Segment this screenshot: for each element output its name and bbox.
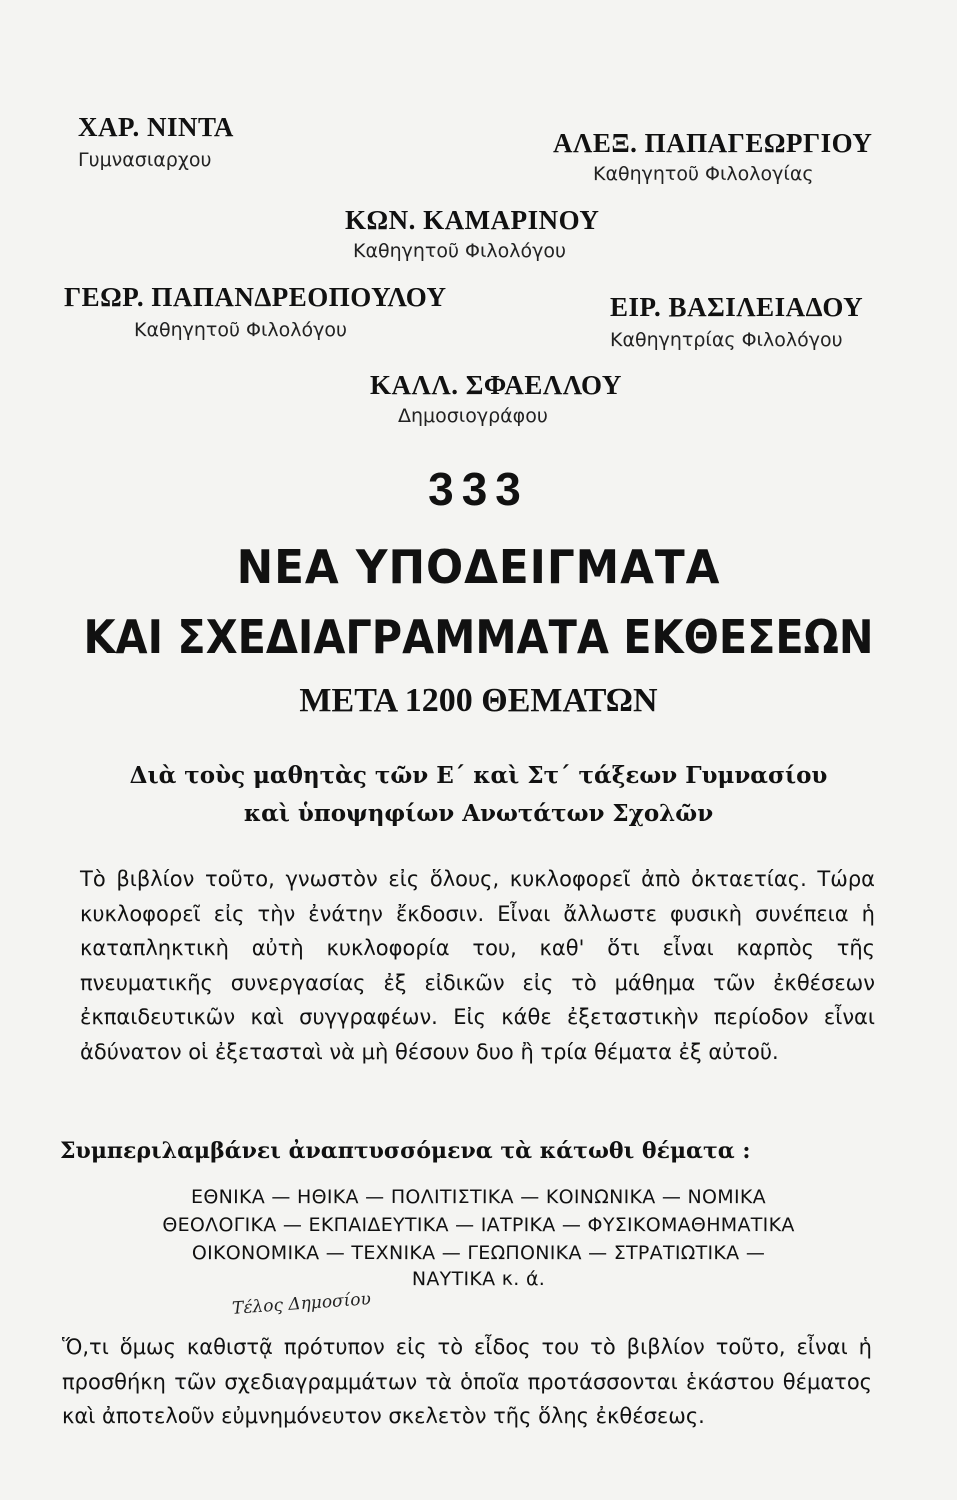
author-vasileiadou — [610, 292, 863, 351]
author-name: ΧΑΡ. ΝΙΝΤΑ — [78, 112, 234, 142]
title-line-1: ΝΕΑ ΥΠΟΔΕΙΓΜΑΤΑ — [236, 540, 721, 594]
title-line-2: ΚΑΙ ΣΧΕΔΙΑΓΡΑΜΜΑΤΑ ΕΚΘΕΣΕΩΝ — [83, 610, 874, 664]
audience-line-1: Διὰ τοὺς μαθητὰς τῶν Ε΄ καὶ Στ΄ τάξεων Γυμνασίου — [129, 762, 828, 789]
author-sfaellou — [370, 370, 622, 427]
author-role: Καθηγητοῦ Φιλολόγου — [353, 240, 567, 262]
audience-line-2: καὶ ὑποψηφίων Ανωτάτων Σχολῶν — [243, 800, 714, 827]
author-name: ΕΙΡ. ΒΑΣΙΛΕΙΑΔΟΥ — [610, 292, 864, 322]
author-papandreopoulou — [64, 282, 447, 341]
subjects-line-2: ΘΕΟΛΟΓΙΚΑ — ΕΚΠΑΙΔΕΥΤΙΚΑ — ΙΑΤΡΙΚΑ — ΦΥΣΙΚΟΜΑΘΗΜΑΤΙΚΑ — [162, 1214, 795, 1236]
description-paragraph: Τὸ βιβλίον τοῦτο, γνωστὸν εἰς ὅλους, κυκλοφορεῖ ἀπὸ ὀκταετίας. Τώρα κυκλοφορεῖ εἰς τὴν ἐνάτην ἔκδοσιν. Εἶναι ἄλλωστε φυσικὴ συνέπεια ἡ καταπληκτικὴ αὐτὴ κυκλοφορία του, καθ' ὅτι εἶναι καρπὸς τῆς πνευματικῆς συνεργασίας ἐξ εἰδικῶν εἰς τὸ μάθημα τῶν ἐκθέσεων ἐκπαιδευτικῶν καὶ συγγραφέων. Εἰς κάθε ἐξεταστικὴν περίοδον εἶναι ἀδύνατον οἱ ἐξετασταὶ νὰ μὴ θέσουν δυο ἢ τρία θέματα ἐξ αὐτοῦ. — [80, 867, 875, 1064]
author-role: Καθηγητοῦ Φιλολογίας — [593, 163, 814, 185]
subjects-line-4: ΝΑΥΤΙΚΑ κ. ά. — [411, 1268, 546, 1290]
author-name: ΑΛΕΞ. ΠΑΠΑΓΕΩΡΓΙΟΥ — [553, 128, 873, 158]
book-number: 333 — [428, 463, 529, 515]
closing-paragraph: Ὅ,τι ὅμως καθιστᾷ πρότυπον εἰς τὸ εἶδος του τὸ βιβλίον τοῦτο, εἶναι ἡ προσθήκη τῶν σχεδιαγραμμάτων τὰ ὁποῖα προτάσσονται ἑκάστου θέματος καὶ ἀποτελοῦν εὐμνημόνευτον σκελετὸν τῆς ὅλης ἐκθέσεως. — [62, 1335, 872, 1428]
author-name: ΓΕΩΡ. ΠΑΠΑΝΔΡΕΟΠΟΥΛΟΥ — [64, 282, 447, 312]
subjects-line-3: ΟΙΚΟΝΟΜΙΚΑ — ΤΕΧΝΙΚΑ — ΓΕΩΠΟΝΙΚΑ — ΣΤΡΑΤΙΩΤΙΚΑ — — [191, 1242, 766, 1264]
author-role: Καθηγητοῦ Φιλολόγου — [134, 319, 348, 341]
author-nintas — [78, 112, 234, 171]
author-name: ΚΩΝ. ΚΑΜΑΡΙΝΟΥ — [345, 205, 600, 235]
author-name: ΚΑΛΛ. ΣΦΑΕΛΛΟΥ — [370, 370, 622, 400]
subjects-line-1: ΕΘΝΙΚΑ — ΗΘΙΚΑ — ΠΟΛΙΤΙΣΤΙΚΑ — ΚΟΙΝΩΝΙΚΑ — ΝΟΜΙΚΑ — [191, 1186, 766, 1208]
author-role: Γυμνασιαρχου — [78, 149, 212, 171]
author-kamarinou — [345, 205, 599, 262]
author-role: Καθηγητρίας Φιλολόγου — [610, 329, 843, 351]
contents-heading: Συμπεριλαμβάνει ἀναπτυσσόμενα τὰ κάτωθι θέματα : — [60, 1138, 751, 1164]
subtitle: ΜΕΤΑ 1200 ΘΕΜΑΤΩΝ — [299, 682, 658, 719]
author-papageorgiou — [553, 128, 872, 185]
author-role: Δημοσιογράφου — [398, 405, 548, 427]
handwritten-note: Τέλος Δημοσίου — [231, 1289, 372, 1319]
